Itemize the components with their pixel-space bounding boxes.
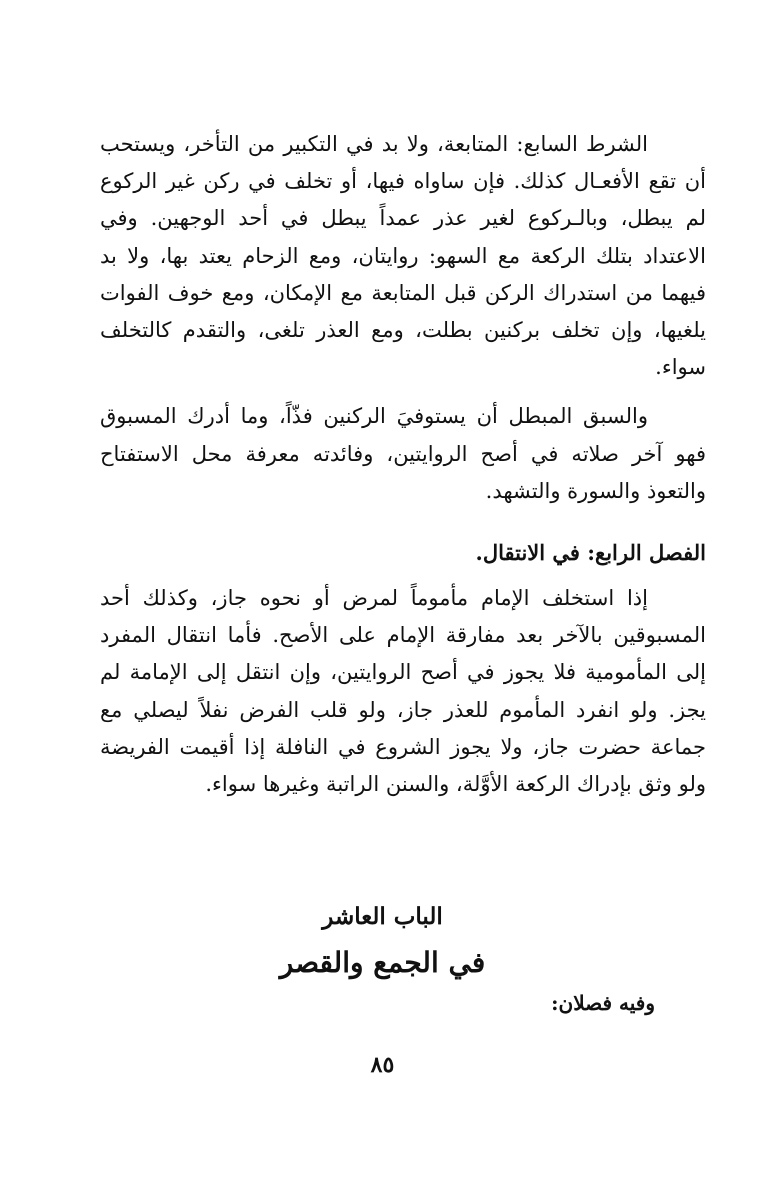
chapter-subtitle: في الجمع والقصر: [279, 946, 486, 979]
page-text-block: [100, 126, 706, 803]
paragraph-seventh-condition: الشرط السابع: المتابعة، ولا بد في التكبير من التأخر، ويستحب أن تقع الأفعـال كذلك. فإن ساواه فيها، أو تخلف في ركن غير الركوع لم يبطل، وبالـركوع لغير عذر عمداً يبطل في أحد الوجهين. وفي الاعتداد بتلك الركعة مع السهو: روايتان، ومع الزحام يعتد بها، ولا بد فيهما من استدراك الركن قبل المتابعة مع الإمكان، ومع خوف الفوات يلغيها، وإن تخلف بركنين بطلت، ومع العذر تلغى، والتقدم كالتخلف سواء.: [100, 132, 706, 380]
paragraph-preceding-imam: والسبق المبطل أن يستوفيَ الركنين فذّاً، وما أدرك المسبوق فهو آخر صلاته في أصح الروايتين، وفائدته معرفة محل الاستفتاح والتعوذ والسورة والتشهد.: [100, 404, 706, 503]
chapter-sections-note: وفيه فصلان:: [551, 991, 655, 1015]
paragraph-transition: إذا استخلف الإمام مأموماً لمرض أو نحوه جاز، وكذلك أحد المسبوقين بالآخر بعد مفارقة الإمام على الأصح. فأما انتقال المفرد إلى المأمومية فلا يجوز في أصح الروايتين، وإن انتقل إلى الإمامة لم يجز. ولو انفرد المأموم للعذر جاز، ولو قلب الفرض نفلاً ليصلي مع جماعة حضرت جاز، ولا يجوز الشروع في النافلة إذا أقيمت الفريضة ولو وثق بإدراك الركعة الأوَّلة، والسنن الراتبة وغيرها سواء.: [100, 586, 706, 797]
page-number: ٨٥: [370, 1052, 395, 1078]
chapter-title: الباب العاشر: [322, 903, 443, 930]
section-heading-transition: الفصل الرابع: في الانتقال.: [475, 540, 706, 566]
